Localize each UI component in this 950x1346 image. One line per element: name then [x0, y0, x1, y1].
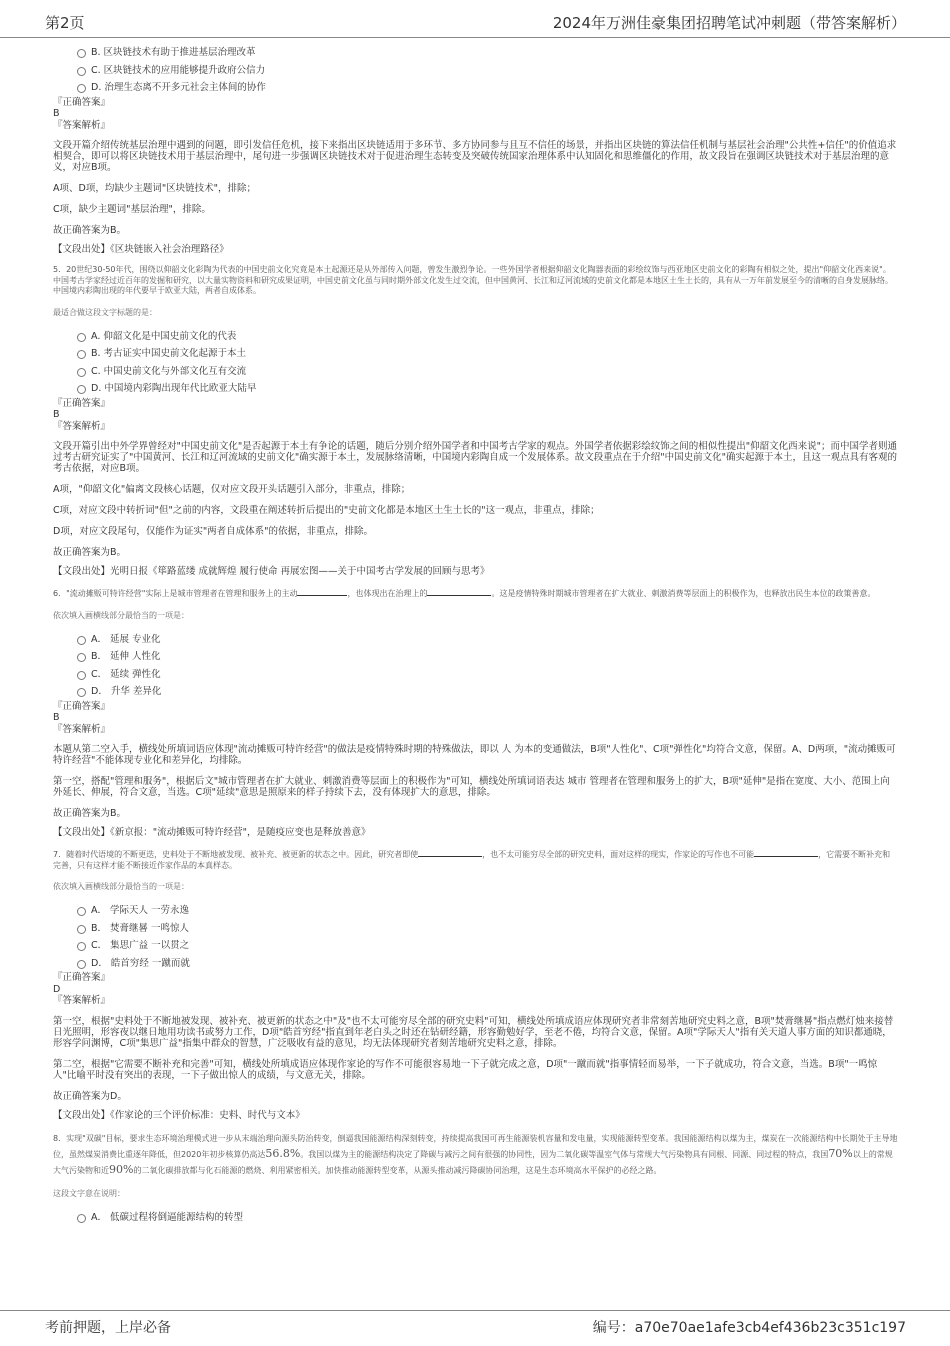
radio-icon[interactable] — [77, 925, 86, 934]
question-stem: 5．20世纪30-50年代，围绕以仰韶文化彩陶为代表的中国史前文化究竟是本土起源还是从外部传入问题，曾发生激烈争论。一些外国学者根据仰韶文化陶器表面的彩绘纹饰与西亚地区史前文化的彩陶有相似之处，提出"仰韶文化西来说"。中国考古学家经过近百年的发掘和研究，以大量实物资料和研究成果证明，中国史前文化虽与同时期外部文化发生过交流，但中国黄河、长江和辽河流域的史前文化都是本地区土生土长的，具有从一万年前发展至今的清晰的自身发展脉络。中国境内彩陶出现的年代要早于欧亚大陆，两者自成体系。 — [53, 265, 893, 295]
q5-option-c[interactable]: C. 中国史前文化与外部文化互有交流 — [53, 363, 898, 381]
percentage-value: 70% — [828, 1146, 853, 1160]
q5-option-a[interactable]: A. 仰韶文化是中国史前文化的代表 — [53, 328, 898, 346]
answer-label: 『正确答案』 — [53, 397, 111, 409]
radio-icon[interactable] — [77, 960, 86, 969]
explanation-paragraph: 故正确答案为B。 — [53, 547, 127, 558]
question-prompt: 这段文字意在说明： — [53, 1188, 125, 1198]
footer-slogan: 考前押题，上岸必备 — [45, 1320, 171, 1336]
source-citation: 【文段出处】光明日报《筚路蓝缕 成就辉煌 履行使命 再展宏图——关于中国考古学发展的回顾与思考》 — [53, 566, 490, 577]
fill-blank — [754, 848, 818, 857]
explanation-paragraph: 文段开篇介绍传统基层治理中遇到的问题，即引发信任危机，接下来指出区块链适用于多环节、多方协同参与且互不信任的场景，并指出区块链的算法信任机制与基层社会治理"公共性+信任"的价值追求相契合，即可以将区块链技术用于基层治理中，尾句进一步强调区块链技术对于促进治理生态转变及突破传统国家治理体系中认知固化和思维僵化的作用，故文段旨在强调区块链技术对于基层治理的意义，对应B项。 — [53, 140, 897, 173]
answer-value: B — [53, 409, 60, 420]
q6-option-b[interactable]: B． 延伸 人性化 — [53, 648, 898, 666]
radio-icon[interactable] — [77, 333, 86, 342]
q5-option-b[interactable]: B. 考古证实中国史前文化起源于本土 — [53, 345, 898, 363]
explanation-paragraph: 故正确答案为B。 — [53, 225, 127, 236]
q7-option-b[interactable]: B． 焚膏继晷 一鸣惊人 — [53, 920, 898, 938]
question-prompt: 依次填入画横线部分最恰当的一项是： — [53, 610, 189, 620]
document-title: 2024年万洲佳豪集团招聘笔试冲刺题（带答案解析） — [552, 14, 906, 32]
fill-blank — [297, 587, 347, 596]
explanation-paragraph: 本题从第二空入手，横线处所填词语应体现"流动摊贩可特许经营"的做法是疫情特殊时期的特殊做法，即以 人 为本的变通做法，B项"人性化"、C项"弹性化"均符合文意，保留。A、D两项，"流动摊贩可特许经营"不能体现专业化和差异化，均排除。 — [53, 744, 896, 766]
answer-label: 『正确答案』 — [53, 96, 111, 108]
q7-options — [53, 902, 898, 972]
q4-options — [53, 44, 898, 97]
explanation-paragraph: 故正确答案为B。 — [53, 808, 127, 819]
q7-option-d[interactable]: D． 皓首穷经 一蹴而就 — [53, 955, 898, 973]
radio-icon[interactable] — [77, 84, 86, 93]
radio-icon[interactable] — [77, 67, 86, 76]
answer-value: B — [53, 108, 60, 119]
explanation-paragraph: 第二空，根据"它需要不断补充和完善"可知，横线处所填成语应体现作家论的写作不可能很容易地一下子就完成之意，D项"一蹴而就"指事情轻而易举，一下子就成功，符合文意，当选。B项"一鸣惊人"比喻平时没有突出的表现，一下子做出惊人的成绩，与文意无关，排除。 — [53, 1058, 878, 1081]
question-stem: 6．"流动摊贩可特许经营"实际上是城市管理者在管理和服务上的主动 ，也体现出在治理上的 。这是疫情特殊时期城市管理者在扩大就业、刺激消费等层面上的积极作为，也释放出民生本位的政策善意。 — [53, 589, 876, 598]
explanation-label: 『答案解析』 — [53, 723, 111, 735]
radio-icon[interactable] — [77, 653, 86, 662]
q6-option-c[interactable]: C． 延续 弹性化 — [53, 666, 898, 684]
page-content — [53, 44, 898, 1226]
q5-options — [53, 328, 898, 398]
question-stem: 8．实现"双碳"目标，要求生态环境治理模式进一步从末端治理向源头防治转变，倒逼我国能源结构深刻转变，持续提高我国可再生能源装机容量和发电量，实现能源转型变革。我国能源结构以煤为主，煤炭在一次能源结构中长期处于主导地位，虽然煤炭消费比重逐年降低，但2020年初步核算仍高达56.8%。我国以煤为主的能源结构决定了降碳与减污之间有很强的协同性，因为二氧化碳等温室气体与常规大气污染物具有同根、同源、同过程的特点，我国70%以上的常规大气污染物和近90%的二氧化碳排放都与化石能源的燃烧、利用紧密相关。加快推动能源转型变革，从源头推动减污降碳协同治理，这是生态环境高水平保护的必经之路。 — [53, 1133, 898, 1176]
radio-icon[interactable] — [77, 671, 86, 680]
explanation-paragraph: 第一空，搭配"管理和服务"，根据后文"城市管理者在扩大就业、刺激消费等层面上的积极作为"可知，横线处所填词语表达 城市 管理者在管理和服务上的扩大，B项"延伸"是指在宽度、大小、范围上向外延长、伸展，符合文意，当选。C项"延续"意思是照原来的样子持续下去，没有体现扩大的意思，排除。 — [53, 776, 890, 798]
q4-option-b[interactable]: B. 区块链技术有助于推进基层治理改革 — [53, 44, 898, 62]
q4-option-c[interactable]: C. 区块链技术的应用能够提升政府公信力 — [53, 62, 898, 80]
q7-option-c[interactable]: C． 集思广益 一以贯之 — [53, 937, 898, 955]
radio-icon[interactable] — [77, 942, 86, 951]
source-citation: 【文段出处】《区块链嵌入社会治理路径》 — [53, 244, 229, 255]
radio-icon[interactable] — [77, 907, 86, 916]
source-citation: 【文段出处】《新京报："流动摊贩可特许经营"，是随疫应变也是释放善意》 — [53, 827, 371, 838]
explanation-paragraph: 第一空，根据"史料处于不断地被发现、被补充、被更新的状态之中"及"也不太可能穷尽全部的研究史料"可知，横线处所填成语应体现研究者非常刻苦地研究史料之意，B项"焚膏继晷"指点燃灯烛来接替日光照明，形容夜以继日地用功读书或努力工作，D项"皓首穷经"指直到年老白头之时还在钻研经籍，形容勤勉好学，至老不倦，均符合文意，保留。A项"学际天人"指有关天道人事方面的知识都通晓，形容学问渊博，C项"集思广益"指集中群众的智慧，广泛吸收有益的意见，均无法体现研究者刻苦地研究史料之意，排除。 — [53, 1015, 894, 1049]
radio-icon[interactable] — [77, 49, 86, 58]
q6-option-d[interactable]: D． 升华 差异化 — [53, 683, 898, 701]
page-footer — [0, 1310, 950, 1346]
explanation-paragraph: 故正确答案为D。 — [53, 1090, 127, 1102]
question-stem: 7．随着时代语境的不断更迭，史料处于不断地被发现、被补充、被更新的状态之中。因此，研究者即使 ，也不太可能穷尽全部的研究史料，面对这样的现实，作家论的写作也不可能 ，它需要不断补充和完善，只有这样才能不断接近作家作品的本真样态。 — [53, 850, 891, 870]
page-number: 第2页 — [45, 14, 85, 32]
q5-option-d[interactable]: D. 中国境内彩陶出现年代比欧亚大陆早 — [53, 380, 898, 398]
fill-blank — [427, 587, 491, 596]
q6-option-a[interactable]: A． 延展 专业化 — [53, 631, 898, 649]
radio-icon[interactable] — [77, 636, 86, 645]
explanation-paragraph: A项、D项，均缺少主题词"区块链技术"，排除； — [53, 183, 257, 194]
question-prompt: 依次填入画横线部分最恰当的一项是： — [53, 882, 189, 891]
explanation-paragraph: A项，"仰韶文化"偏离文段核心话题，仅对应文段开头话题引入部分，非重点，排除； — [53, 484, 411, 495]
explanation-paragraph: 文段开篇引出中外学界曾经对"中国史前文化"是否起源于本土有争论的话题，随后分别介绍外国学者和中国考古学家的观点。外国学者依据彩绘纹饰之间的相似性提出"仰韶文化西来说"；而中国学者则通过考古研究证实了"中国黄河、长江和辽河流域的史前文化"确实源于本土，发展脉络清晰，中国境内彩陶自成一个发展体系。故文段重点在于介绍"中国史前文化"确实起源于本土，且这一观点具有客观的考古依据，对应B项。 — [53, 441, 897, 474]
radio-icon[interactable] — [77, 385, 86, 394]
radio-icon[interactable] — [77, 368, 86, 377]
page-header — [0, 0, 950, 38]
answer-label: 『正确答案』 — [53, 700, 111, 712]
question-prompt: 最适合做这段文字标题的是： — [53, 307, 157, 317]
answer-value: D — [53, 983, 61, 995]
explanation-label: 『答案解析』 — [53, 119, 111, 131]
explanation-paragraph: C项，缺少主题词"基层治理"，排除。 — [53, 204, 211, 215]
radio-icon[interactable] — [77, 1214, 86, 1223]
explanation-label: 『答案解析』 — [53, 420, 111, 432]
explanation-paragraph: D项，对应文段尾句，仅能作为证实"两者自成体系"的依据，非重点，排除。 — [53, 526, 374, 537]
q7-option-a[interactable]: A． 学际天人 一劳永逸 — [53, 902, 898, 920]
q6-options — [53, 631, 898, 701]
radio-icon[interactable] — [77, 688, 86, 697]
q8-options — [53, 1209, 898, 1227]
explanation-paragraph: C项，对应文段中转折词"但"之前的内容，文段重在阐述转折后提出的"史前文化都是本地区土生土长的"这一观点，非重点，排除； — [53, 505, 600, 516]
q4-option-d[interactable]: D. 治理生态离不开多元社会主体间的协作 — [53, 79, 898, 97]
document-code: 编号：a70e70ae1afe3cb4ef436b23c351c197 — [592, 1320, 906, 1336]
explanation-label: 『答案解析』 — [53, 995, 111, 1006]
answer-label: 『正确答案』 — [53, 972, 111, 983]
percentage-value: 90% — [109, 1162, 134, 1176]
percentage-value: 56.8% — [265, 1146, 301, 1160]
source-citation: 【文段出处】《作家论的三个评价标准：史料、时代与文本》 — [53, 1109, 305, 1121]
answer-value: B — [53, 712, 60, 723]
fill-blank — [418, 848, 482, 857]
radio-icon[interactable] — [77, 350, 86, 359]
q8-option-a[interactable]: A． 低碳过程将倒逼能源结构的转型 — [53, 1209, 898, 1227]
